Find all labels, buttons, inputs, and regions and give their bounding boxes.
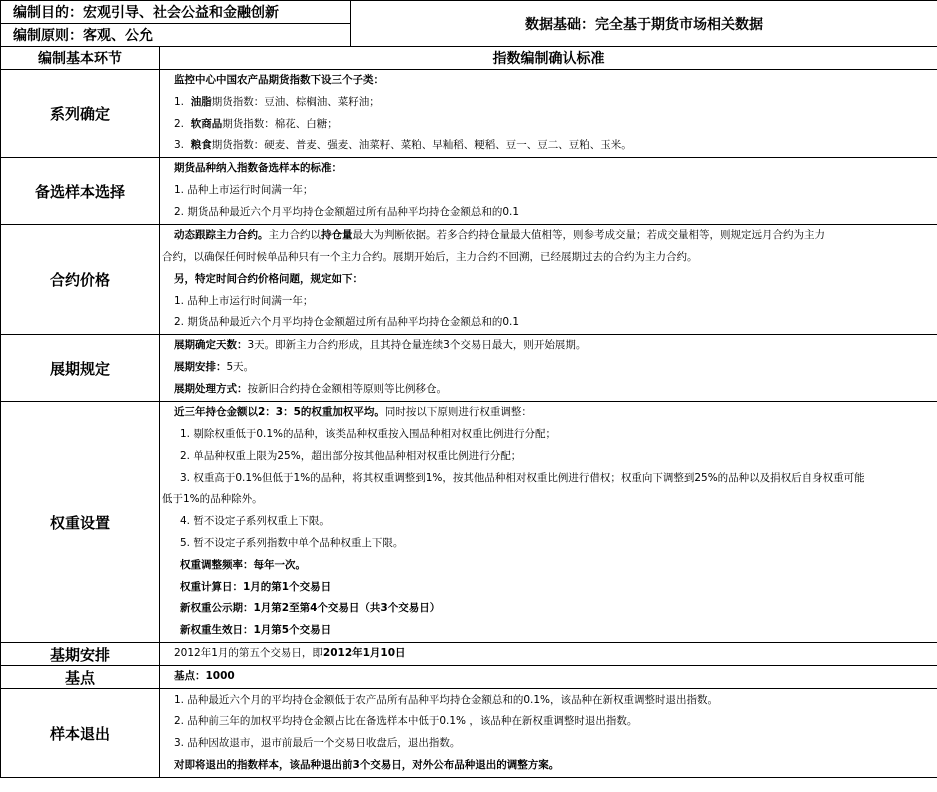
series-item: 2. 软商品期货指数：棉花、白糖； — [174, 117, 338, 130]
column-header-step: 编制基本环节 — [1, 47, 160, 70]
label-weight: 权重设置 — [1, 402, 160, 643]
content-series — [160, 70, 937, 158]
sample-item: 2. 期货品种最近六个月平均持仓金额超过所有品种平均持仓金额总和的0.1 — [174, 206, 520, 219]
contract-rule-cont: 合约，以确保任何时候单品种只有一个主力合约。展期开始后，主力合约不回溯，已经展期过去的合约为主力合约。 — [162, 250, 698, 263]
purpose-cell: 编制目的：宏观引导、社会公益和金融创新 — [1, 1, 351, 24]
row-contract — [1, 225, 937, 335]
sample-item: 1. 品种上市运行时间满一年； — [174, 184, 314, 197]
principle-cell: 编制原则：客观、公允 — [1, 24, 351, 47]
label-series: 系列确定 — [1, 70, 160, 158]
row-weight — [1, 402, 937, 643]
column-header-row — [1, 47, 937, 70]
sample-intro: 期货品种纳入指数备选样本的标准： — [174, 162, 342, 175]
weight-intro: 近三年持仓金额以2：3：5的权重加权平均。同时按以下原则进行权重调整： — [174, 406, 532, 419]
row-series — [1, 70, 937, 158]
series-item: 3. 粮食期货指数：硬麦、普麦、强麦、油菜籽、菜粕、早籼稻、粳稻、豆一、豆二、豆粕、玉米。 — [174, 139, 632, 152]
content-exit — [160, 689, 937, 778]
weight-item: 5. 暂不设定子系列指数中单个品种权重上下限。 — [180, 537, 404, 550]
exit-final: 对即将退出的指数样本，该品种退出前3个交易日，对外公布品种退出的调整方案。 — [174, 758, 560, 771]
content-sample — [160, 158, 937, 225]
contract-item: 2. 期货品种最近六个月平均持仓金额超过所有品种平均持仓金额总和的0.1 — [174, 316, 520, 329]
exit-item: 3. 品种因故退市，退市前最后一个交易日收盘后，退出指数。 — [174, 737, 461, 750]
row-base-point — [1, 666, 937, 689]
base-point-value: 基点：1000 — [174, 670, 235, 683]
row-exit — [1, 689, 937, 778]
weight-item: 4. 暂不设定子系列权重上下限。 — [180, 515, 330, 528]
content-weight — [160, 402, 937, 643]
label-base-point: 基点 — [1, 666, 160, 689]
contract-item: 1. 品种上市运行时间满一年； — [174, 294, 314, 307]
base-period-date: 2012年1月10日 — [322, 647, 406, 660]
series-intro: 监控中心中国农产品期货指数下设三个子类： — [174, 74, 384, 86]
label-exit: 样本退出 — [1, 689, 160, 778]
label-rollover: 展期规定 — [1, 335, 160, 402]
weight-item: 2. 单品种权重上限为25%，超出部分按其他品种相对权重比例进行分配； — [180, 449, 522, 462]
weight-effective: 新权重生效日：1月第5个交易日 — [180, 624, 332, 637]
row-sample — [1, 158, 937, 225]
label-base-period: 基期安排 — [1, 643, 160, 666]
base-period-text: 2012年1月的第五个交易日，即 — [174, 647, 323, 660]
contract-rule: 动态跟踪主力合约。主力合约以持仓量最大为判断依据。若多合约持仓量最大值相等，则参考成交量；若成交量相等，则规定远月合约为主力 — [174, 229, 825, 242]
exit-item: 2. 品种前三年的加权平均持仓金额占比在备选样本中低于0.1% ，该品种在新权重调整时退出指数。 — [174, 715, 638, 728]
content-base-period — [160, 643, 937, 666]
label-contract: 合约价格 — [1, 225, 160, 335]
rollover-days: 展期确定天数：3天。即新主力合约形成，且其持仓量连续3个交易日最大，则开始展期。 — [174, 339, 587, 352]
series-item: 1. 油脂期货指数：豆油、棕榈油、菜籽油； — [174, 95, 380, 108]
weight-freq: 权重调整频率：每年一次。 — [180, 558, 306, 571]
rollover-method: 展期处理方式：按新旧合约持仓金额相等原则等比例移仓。 — [174, 383, 447, 396]
row-rollover — [1, 335, 937, 402]
weight-item: 3. 权重高于0.1%但低于1%的品种，将其权重调整到1%，按其他品种相对权重比例进行借权；权重向下调整到25%的品种以及捐权后自身权重可能 — [180, 471, 865, 484]
rollover-arrange: 展期安排：5天。 — [174, 361, 255, 374]
column-header-standard: 指数编制确认标准 — [160, 47, 937, 70]
header-row-1 — [1, 1, 937, 24]
content-base-point — [160, 666, 937, 689]
exit-item: 1. 品种最近六个月的平均持仓金额低于农产品所有品种平均持仓金额总和的0.1%，该品种在新权重调整时退出指数。 — [174, 693, 719, 706]
content-contract — [160, 225, 937, 335]
weight-item-cont: 低于1%的品种除外。 — [162, 493, 263, 506]
row-base-period — [1, 643, 937, 666]
weight-item: 1. 剔除权重低于0.1%的品种，该类品种权重按入围品种相对权重比例进行分配； — [180, 428, 557, 441]
label-sample: 备选样本选择 — [1, 158, 160, 225]
content-rollover — [160, 335, 937, 402]
basis-cell: 数据基础：完全基于期货市场相关数据 — [351, 1, 937, 47]
weight-announce: 新权重公示期：1月第2至第4个交易日（共3个交易日） — [180, 602, 441, 615]
contract-special: 另，特定时间合约价格问题，规定如下： — [174, 272, 363, 285]
weight-calc-day: 权重计算日：1月的第1个交易日 — [180, 580, 332, 593]
